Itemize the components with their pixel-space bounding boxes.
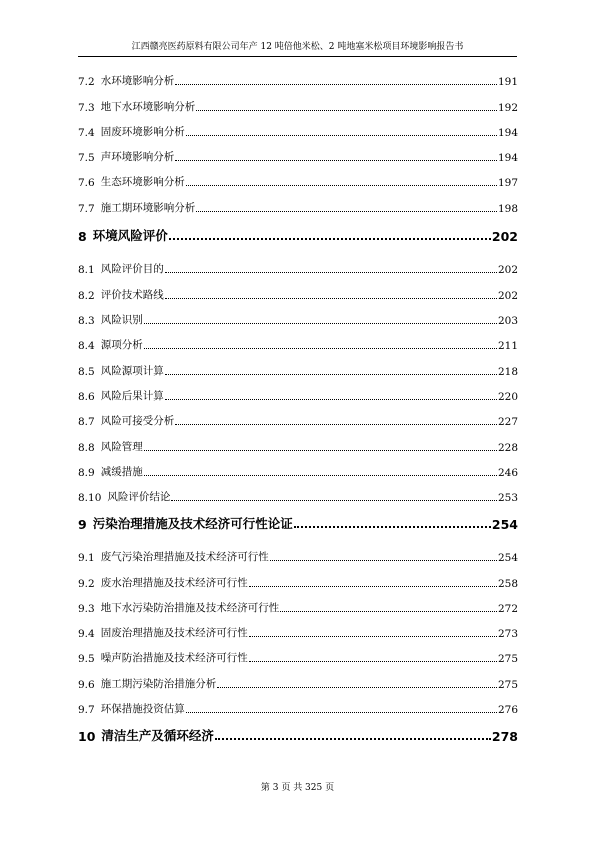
toc-entry-page: 197: [497, 177, 518, 189]
toc-entry-page: 258: [497, 578, 518, 590]
toc-entry-number: 9.2: [78, 578, 95, 590]
toc-entry-page: 203: [497, 315, 518, 327]
toc-entry-page: 278: [491, 729, 518, 744]
toc-section-entry[interactable]: [78, 72, 518, 88]
toc-section-entry[interactable]: [78, 624, 518, 640]
toc-entry-title: 废水治理措施及技术经济可行性: [100, 577, 248, 589]
toc-section-entry[interactable]: [78, 438, 518, 454]
toc-entry-title: 环保措施投资估算: [100, 703, 185, 715]
toc-dot-leader: [294, 526, 491, 528]
toc-dot-leader: [165, 399, 497, 400]
toc-entry-number: 7.4: [78, 127, 95, 139]
toc-entry-number: 10: [78, 729, 96, 744]
toc-entry-number: 8.10: [78, 492, 102, 504]
toc-entry-number: 8.7: [78, 416, 95, 428]
toc-section-entry[interactable]: [78, 412, 518, 428]
toc-section-entry[interactable]: [78, 548, 518, 564]
toc-entry-page: 202: [497, 264, 518, 276]
toc-entry-title: 风险源项计算: [100, 365, 164, 377]
toc-entry-title: 风险评价目的: [100, 263, 164, 275]
toc-entry-page: 227: [497, 416, 518, 428]
toc-entry-number: 8.6: [78, 391, 95, 403]
toc-entry-page: 276: [497, 704, 518, 716]
toc-entry-number: 9.1: [78, 552, 95, 564]
toc-dot-leader: [171, 500, 497, 501]
toc-entry-title: 废气污染治理措施及技术经济可行性: [100, 551, 269, 563]
toc-entry-page: 202: [491, 229, 518, 244]
toc-section-entry[interactable]: [78, 98, 518, 114]
toc-entry-page: 275: [497, 653, 518, 665]
toc-entry-number: 9.7: [78, 704, 95, 716]
toc-dot-leader: [165, 272, 497, 273]
toc-dot-leader: [217, 687, 497, 688]
toc-dot-leader: [144, 475, 497, 476]
toc-entry-page: 202: [497, 290, 518, 302]
toc-chapter-entry[interactable]: [78, 514, 518, 532]
toc-entry-number: 7.5: [78, 152, 95, 164]
toc-entry-title: 风险可接受分析: [100, 415, 175, 427]
toc-entry-number: 7.7: [78, 203, 95, 215]
toc-entry-page: 246: [497, 467, 518, 479]
toc-section-entry[interactable]: [78, 148, 518, 164]
toc-entry-page: 253: [497, 492, 518, 504]
toc-dot-leader: [186, 712, 497, 713]
toc-entry-number: 9.4: [78, 628, 95, 640]
toc-entry-page: 211: [497, 340, 518, 352]
toc-dot-leader: [165, 374, 497, 375]
toc-entry-number: 8: [78, 229, 87, 244]
toc-section-entry[interactable]: [78, 649, 518, 665]
toc-dot-leader: [186, 185, 497, 186]
toc-entry-page: 198: [497, 203, 518, 215]
toc-entry-title: 清洁生产及循环经济: [101, 728, 214, 743]
toc-dot-leader: [165, 298, 497, 299]
toc-entry-number: 8.5: [78, 366, 95, 378]
page-header: 江西赣亮医药原料有限公司年产 12 吨倍他米松、2 吨地塞米松项目环境影响报告书: [78, 40, 517, 57]
toc-section-entry[interactable]: [78, 675, 518, 691]
toc-dot-leader: [144, 450, 497, 451]
toc-entry-number: 9.6: [78, 679, 95, 691]
toc-entry-page: 194: [497, 152, 518, 164]
toc-section-entry[interactable]: [78, 488, 518, 504]
toc-entry-page: 194: [497, 127, 518, 139]
toc-entry-title: 施工期污染防治措施分析: [100, 678, 217, 690]
toc-entry-title: 地下水环境影响分析: [100, 101, 196, 113]
toc-entry-title: 评价技术路线: [100, 289, 164, 301]
toc-entry-number: 8.2: [78, 290, 95, 302]
toc-section-entry[interactable]: [78, 362, 518, 378]
toc-dot-leader: [196, 211, 497, 212]
toc-entry-title: 风险识别: [100, 314, 143, 326]
toc-entry-number: 8.8: [78, 442, 95, 454]
toc-entry-page: 228: [497, 442, 518, 454]
toc-entry-title: 噪声防治措施及技术经济可行性: [100, 652, 248, 664]
toc-entry-page: 254: [491, 517, 518, 532]
toc-entry-page: 191: [497, 76, 518, 88]
toc-entry-number: 9.5: [78, 653, 95, 665]
toc-dot-leader: [215, 738, 491, 740]
toc-entry-title: 施工期环境影响分析: [100, 202, 196, 214]
toc-entry-title: 减缓措施: [100, 466, 143, 478]
toc-entry-number: 9: [78, 517, 87, 532]
toc-entry-number: 9.3: [78, 603, 95, 615]
toc-dot-leader: [249, 636, 497, 637]
toc-section-entry[interactable]: [78, 260, 518, 276]
toc-entry-number: 7.6: [78, 177, 95, 189]
toc-dot-leader: [270, 560, 497, 561]
toc-dot-leader: [280, 611, 497, 612]
toc-entry-number: 8.1: [78, 264, 95, 276]
toc-dot-leader: [175, 84, 497, 85]
toc-entry-number: 7.3: [78, 102, 95, 114]
toc-dot-leader: [249, 586, 497, 587]
toc-section-entry[interactable]: [78, 286, 518, 302]
toc-entry-title: 固废环境影响分析: [100, 126, 185, 138]
toc-dot-leader: [249, 661, 497, 662]
toc-entry-title: 水环境影响分析: [100, 75, 175, 87]
toc-section-entry[interactable]: [78, 199, 518, 215]
toc-dot-leader: [144, 323, 497, 324]
toc-entry-number: 8.9: [78, 467, 95, 479]
toc-entry-title: 声环境影响分析: [100, 151, 175, 163]
toc-section-entry[interactable]: [78, 336, 518, 352]
toc-entry-page: 218: [497, 366, 518, 378]
toc-section-entry[interactable]: [78, 574, 518, 590]
toc-entry-page: 272: [497, 603, 518, 615]
toc-dot-leader: [175, 160, 497, 161]
toc-entry-number: 7.2: [78, 76, 95, 88]
toc-entry-title: 源项分析: [100, 339, 143, 351]
toc-entry-title: 固废治理措施及技术经济可行性: [100, 627, 248, 639]
toc-entry-number: 8.4: [78, 340, 95, 352]
toc-entry-page: 192: [497, 102, 518, 114]
toc-dot-leader: [144, 348, 497, 349]
toc-entry-title: 环境风险评价: [92, 228, 168, 243]
toc-section-entry[interactable]: [78, 387, 518, 403]
toc-entry-title: 风险后果计算: [100, 390, 164, 402]
toc-dot-leader: [186, 135, 497, 136]
toc-entry-title: 风险管理: [100, 441, 143, 453]
toc-entry-page: 275: [497, 679, 518, 691]
toc-section-entry[interactable]: [78, 311, 518, 327]
page-footer: 第 3 页 共 325 页: [260, 783, 335, 793]
toc-section-entry[interactable]: [78, 599, 518, 615]
toc-section-entry[interactable]: [78, 173, 518, 189]
toc-entry-title: 地下水污染防治措施及技术经济可行性: [100, 602, 280, 614]
toc-entry-title: 风险评价结论: [107, 491, 171, 503]
toc-entry-page: 273: [497, 628, 518, 640]
toc-section-entry[interactable]: [78, 123, 518, 139]
toc-chapter-entry[interactable]: [78, 226, 518, 244]
toc-entry-page: 220: [497, 391, 518, 403]
toc-dot-leader: [196, 110, 497, 111]
toc-chapter-entry[interactable]: [78, 726, 518, 744]
toc-entry-page: 254: [497, 552, 518, 564]
toc-entry-number: 8.3: [78, 315, 95, 327]
toc-dot-leader: [169, 238, 491, 240]
toc-section-entry[interactable]: [78, 700, 518, 716]
toc-entry-title: 生态环境影响分析: [100, 176, 185, 188]
toc-dot-leader: [175, 424, 497, 425]
toc-entry-title: 污染治理措施及技术经济可行性论证: [92, 516, 293, 531]
toc-section-entry[interactable]: [78, 463, 518, 479]
